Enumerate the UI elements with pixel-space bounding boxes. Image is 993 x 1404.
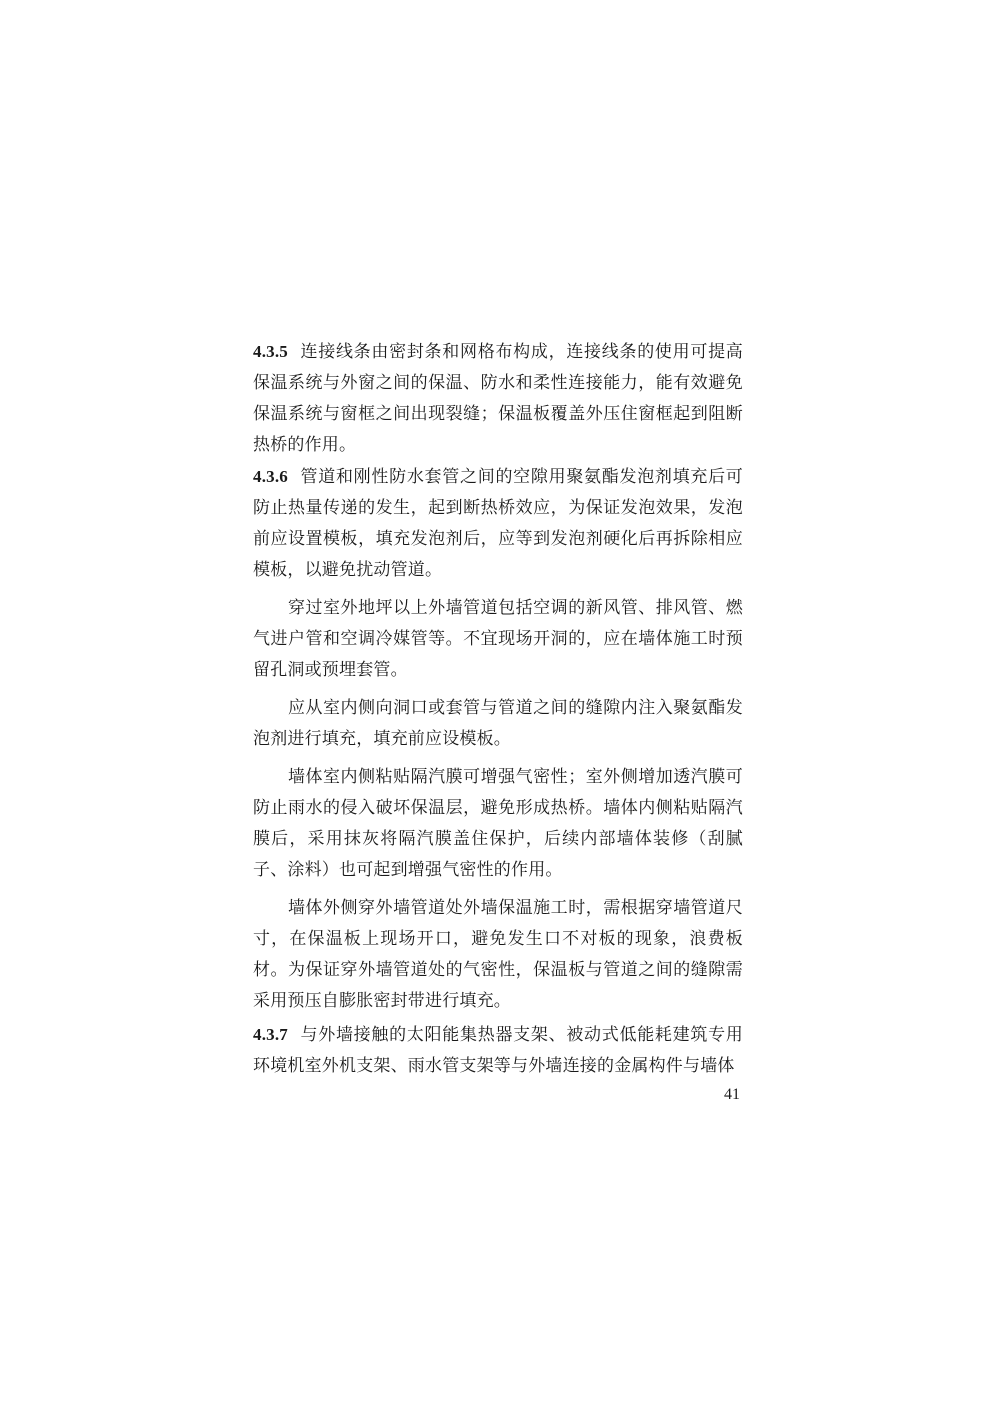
paragraph-insulation-opening: 墙体外侧穿外墙管道处外墙保温施工时，需根据穿墙管道尺寸，在保温板上现场开口，避免发生口不对板的现象，浪费板材。为保证穿外墙管道处的气密性，保温板与管道之间的缝隙需采用预压自膨胀密封带进行填充。: [253, 898, 743, 1011]
paragraph-vapor-membrane: 墙体室内侧粘贴隔汽膜可增强气密性；室外侧增加透汽膜可防止雨水的侵入破坏保温层，避免形成热桥。墙体内侧粘贴隔汽膜后，采用抹灰将隔汽膜盖住保护，后续内部墙体装修（刮腻子、涂料）也可起到增强气密性的作用。: [253, 767, 743, 880]
section-text: 与外墙接触的太阳能集热器支架、被动式低能耗建筑专用环境机室外机支架、雨水管支架等与外墙连接的金属构件与墙体: [253, 1025, 743, 1076]
section-4-3-7: [253, 1019, 743, 1082]
section-number: 4.3.6: [253, 467, 288, 486]
section-4-3-5: [253, 336, 743, 461]
paragraph-foam-fill: 应从室内侧向洞口或套管与管道之间的缝隙内注入聚氨酯发泡剂进行填充，填充前应设模板。: [253, 698, 743, 749]
section-text: 管道和刚性防水套管之间的空隙用聚氨酯发泡剂填充后可防止热量传递的发生，起到断热桥效应，为保证发泡效果，发泡前应设置模板，填充发泡剂后，应等到发泡剂硬化后再拆除相应模板，以避免扰动管道。: [253, 467, 743, 580]
paragraph-wall-pipes: 穿过室外地坪以上外墙管道包括空调的新风管、排风管、燃气进户管和空调冷媒管等。不宜现场开洞的，应在墙体施工时预留孔洞或预埋套管。: [253, 598, 743, 680]
section-text: 连接线条由密封条和网格布构成，连接线条的使用可提高保温系统与外窗之间的保温、防水和柔性连接能力，能有效避免保温系统与窗框之间出现裂缝；保温板覆盖外压住窗框起到阻断热桥的作用。: [253, 342, 743, 455]
body-text: [253, 336, 743, 1082]
section-number: 4.3.7: [253, 1025, 288, 1044]
section-4-3-6: [253, 461, 743, 586]
section-number: 4.3.5: [253, 342, 288, 361]
page-number: 41: [724, 1086, 740, 1103]
